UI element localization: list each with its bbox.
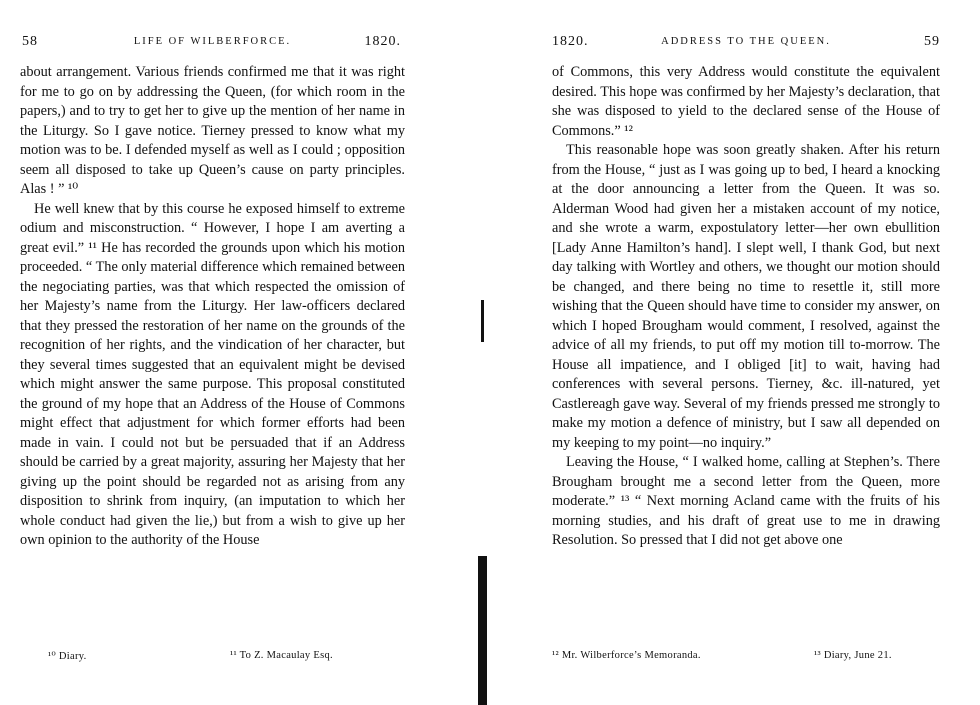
right-page-year: 1820. [552,34,589,49]
left-page-body [20,63,405,551]
gutter-mark-lower [478,556,487,705]
left-footnote-10: ¹⁰ Diary. [48,651,87,662]
left-running-title: LIFE OF WILBERFORCE. [133,36,292,47]
right-running-title: ADDRESS TO THE QUEEN. [661,36,831,47]
right-paragraph-1: of Commons, this very Address would constitute the equivalent desired. This hope was confirmed by her Majesty’s declaration, that she was disposed to yield to the declared sense of the House of Commons.” ¹² [552,64,940,139]
right-footnote-12: ¹² Mr. Wilberforce’s Memoranda. [552,650,701,661]
right-page-number: 59 [924,34,940,49]
right-page-body [552,63,940,551]
left-paragraph-1: about arrangement. Various friends confirmed me that it was right for me to go on by addressing the Queen, (for which room in the papers,) and to try to get her to give up the mention of her name in the Liturgy. So I gave notice. Tierney pressed to know what my motion was to be. I defended myself as well as I could ; opposition seem all disposed to take up Queen’s cause on party principles. Alas ! ” ¹⁰ [20,64,405,197]
left-paragraph-2: He well knew that by this course he exposed himself to extreme odium and misconstruction. “ However, I hope I am averting a great evil.” ¹¹ He has recorded the grounds upon which his motion proceeded. “ The only material difference which remained between the negociating parties, was that which respected the omission of her Majesty’s name from the Liturgy. Her law-officers declared that they pressed the restoration of her name on the grounds of the recognition of her rights, and the vindication of her character, but they several times suggested that an equivalent might be devised which might answer the same purpose. This proposal constituted the ground of my hope that an Address of the House of Commons might effect that adjustment for which former efforts had been made in vain. I could not but be persuaded that if an Address should be carried by a great majority, assuring her Majesty that her giving up the point should be regarded not as arising from any disposition to shrink from inquiry, (an imputation to which her whole conduct had given the lie,) but from a wish to give up her own opinion to the authority of the House [20,200,405,548]
right-footnote-13: ¹³ Diary, June 21. [814,650,892,661]
left-page-header [20,34,405,56]
left-page-number: 58 [22,34,38,49]
right-page-header [552,34,940,56]
left-page [20,0,405,705]
left-page-year: 1820. [364,34,401,49]
right-paragraph-3: Leaving the House, “ I walked home, calling at Stephen’s. There Brougham brought me a second letter from the Queen, more moderate.” ¹³ “ Next morning Acland came with the fruits of his morning studies, and his draft of great use to me in drawing Resolution. So pressed that I did not get above one [552,454,940,548]
left-footnote-11: ¹¹ To Z. Macaulay Esq. [230,650,333,661]
right-paragraph-2: This reasonable hope was soon greatly shaken. After his return from the House, “ just as I was going up to bed, I heard a knocking at the door announcing a letter from the Queen. It was so. Alderman Wood had given her a mistaken account of my notice, and she wrote a warm, expostulatory letter—her own ebullition [Lady Anne Hamilton’s hand]. I slept well, I thank God, but next day talking with Wortley and others, we thought our motion should be changed, and there being no time to resettle it, still more wishing that the Queen should have time to consider my answer, on which I hoped Brougham would comment, I resolved, against the advice of all my friends, to put off my motion till to-morrow. The House all impatience, and I obliged [it] to wait, having had conferences with several persons. Tierney, &c. ill-natured, yet Castlereagh gave way. Several of my friends pressed me strongly to make my motion a defence of ministry, but I saw all depended on my keeping to my point—no inquiry.” [552,142,940,451]
right-page [552,0,940,705]
gutter-mark-upper [481,300,484,342]
